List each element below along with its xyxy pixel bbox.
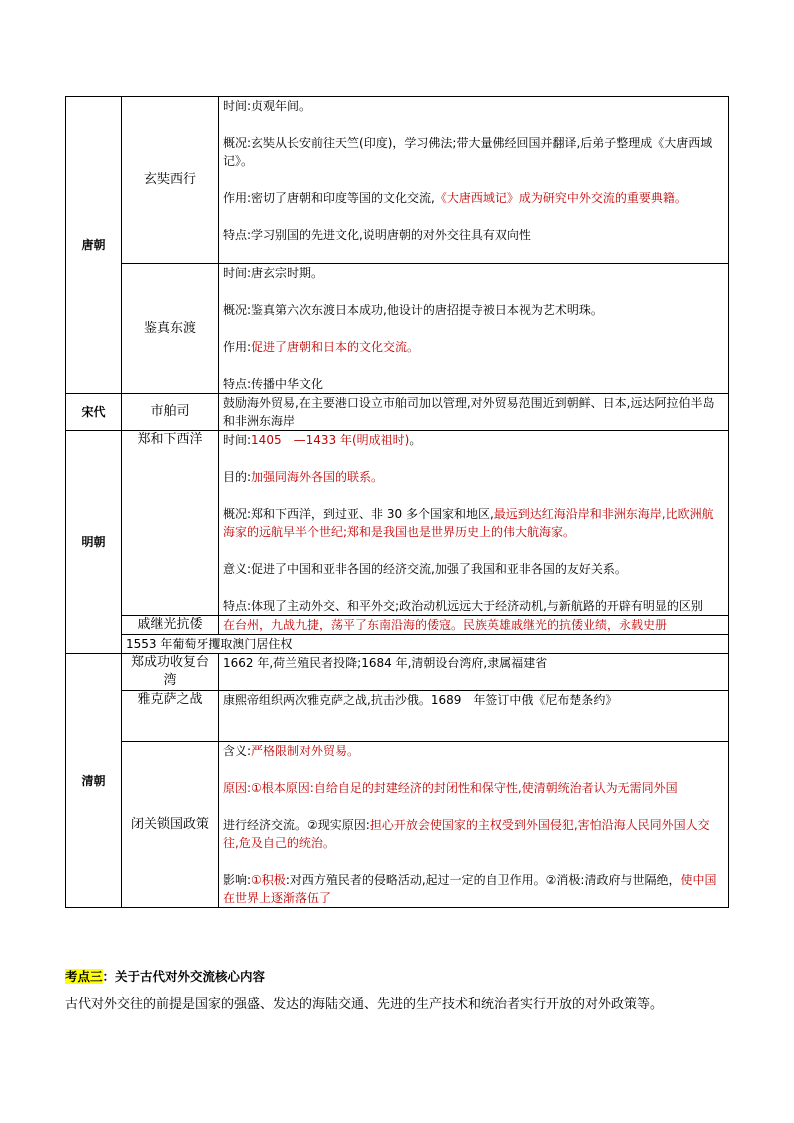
zhenghe-feature: 特点:体现了主动外交、和平外交;政治动机远远大于经济动机,与新航路的开辟有明显的区别: [223, 599, 703, 613]
content-yakesa: 康熙帝组织两次雅克萨之战,抗击沙俄。1689 年签订中俄《尼布楚条约》: [219, 691, 729, 742]
zhenghe-purpose: [223, 468, 724, 486]
biguan-impact: [223, 871, 724, 907]
biguan-reason2-prefix: 进行经济交流。②现实原因:: [223, 818, 370, 832]
zhenghe-time-suffix: 。: [409, 433, 422, 447]
zhenghe-overview-prefix: 概况:郑和下西洋，到过亚、非 30 多个国家和地区,: [223, 507, 494, 521]
jianzhen-feature: 特点:传播中华文化: [223, 377, 324, 391]
table-row: [66, 431, 729, 616]
content-xuanzang: [219, 97, 729, 264]
xuanzang-feature: 特点:学习别国的先进文化,说明唐朝的对外交往具有双向性: [223, 228, 531, 242]
section-highlight: 考点三: [65, 969, 103, 984]
zhenghe-purpose-highlight: 加强同海外各国的联系。: [251, 470, 384, 484]
zhenghe-time-prefix: 时间:: [223, 433, 252, 447]
era-cell-song: 宋代: [66, 394, 122, 431]
biguan-meaning: [223, 742, 724, 760]
xuanzang-effect-prefix: 作用:密切了唐朝和印度等国的文化交流,: [223, 191, 435, 205]
xuanzang-overview: 概况:玄奘从长安前往天竺(印度)，学习佛法;带大量佛经回国并翻译,后弟子整理成《大唐西域记》。: [223, 136, 713, 168]
zhenghe-time: [223, 431, 724, 449]
zhenghe-overview: [223, 505, 724, 541]
content-taiwan: 1662 年,荷兰殖民者投降;1684 年,清朝设台湾府,隶属福建省: [219, 654, 729, 691]
jianzhen-effect: [223, 338, 724, 356]
biguan-impact-positive: ①积极: [251, 873, 286, 887]
table-row: [66, 616, 729, 635]
topic-jianzhen: 鉴真东渡: [122, 264, 219, 394]
zhenghe-overview-highlight: 最远到达红海沿岸和非洲东海岸,比欧洲航海家的远航早半个世纪;郑和是我国也是世界历史上的伟大航海家。: [223, 507, 714, 539]
macau-cell: 1553 年葡萄牙攫取澳门居住权: [122, 635, 729, 654]
content-qijiguang: [219, 616, 729, 635]
section-paragraph: 古代对外交往的前提是国家的强盛、发达的海陆交通、先进的生产技术和统治者实行开放的对外政策等。: [65, 997, 664, 1012]
era-cell-ming: 明朝: [66, 431, 122, 654]
content-shibosi: 鼓励海外贸易,在主要港口设立市舶司加以管理,对外贸易范围近到朝鲜、日本,远达阿拉伯半岛和非洲东海岸: [219, 394, 729, 431]
era-cell-qing: 清朝: [66, 654, 122, 908]
topic-shibosi: 市舶司: [122, 394, 219, 431]
jianzhen-effect-prefix: 作用:: [223, 340, 252, 354]
table-row: [66, 635, 729, 654]
section-title: ：关于古代对外交流核心内容: [102, 969, 266, 984]
biguan-reason: 原因:①根本原因:自给自足的封建经济的封闭性和保守性,使清朝统治者认为无需同外国: [223, 781, 678, 795]
table-row: [66, 97, 729, 264]
era-cell-tang: 唐朝: [66, 97, 122, 394]
biguan-reason2-highlight: 担心开放会使国家的主权受到外国侵犯,害怕沿海人民同外国人交往,危及自己的统治。: [223, 818, 710, 850]
section-heading: [65, 967, 265, 985]
table-row: [66, 394, 729, 431]
biguan-meaning-prefix: 含义:: [223, 744, 252, 758]
xuanzang-time: 时间:贞观年间。: [223, 99, 312, 113]
content-zhenghe: [219, 431, 729, 616]
topic-qijiguang: 戚继光抗倭: [122, 616, 219, 635]
zhenghe-time-highlight: 1405 —1433 年(明成祖时): [251, 433, 410, 447]
zhenghe-purpose-prefix: 目的:: [223, 470, 252, 484]
biguan-impact-prefix: 影响:: [223, 873, 252, 887]
table-row: [66, 742, 729, 908]
jianzhen-effect-highlight: 促进了唐朝和日本的文化交流。: [251, 340, 420, 354]
topic-yakesa: 雅克萨之战: [122, 691, 219, 742]
qijiguang-text: 在台州，九战九捷，荡平了东南沿海的倭寇。民族英雄戚继光的抗倭业绩，永载史册: [223, 618, 668, 632]
content-jianzhen: [219, 264, 729, 394]
table-row: [66, 691, 729, 742]
topic-xuanzang: 玄奘西行: [122, 97, 219, 264]
biguan-impact-negative: 使中国在世界上逐渐落伍了: [223, 873, 717, 905]
history-table: [65, 96, 729, 908]
biguan-impact-mid: :对西方殖民者的侵略活动,起过一定的自卫作用。②消极:清政府与世隔绝，: [285, 873, 681, 887]
topic-taiwan: 郑成功收复台湾: [122, 654, 219, 691]
jianzhen-time: 时间:唐玄宗时期。: [223, 266, 324, 280]
biguan-reason2: [223, 816, 724, 852]
topic-biguan: 闭关锁国政策: [122, 742, 219, 908]
table-row: [66, 654, 729, 691]
zhenghe-meaning: 意义:促进了中国和亚非各国的经济交流,加强了我国和亚非各国的友好关系。: [223, 562, 627, 576]
xuanzang-effect-highlight: 《大唐西域记》成为研究中外交流的重要典籍。: [434, 191, 687, 205]
table-row: [66, 264, 729, 394]
jianzhen-overview: 概况:鉴真第六次东渡日本成功,他设计的唐招提寺被日本视为艺术明珠。: [223, 303, 603, 317]
content-biguan: [219, 742, 729, 908]
biguan-meaning-highlight: 严格限制对外贸易。: [251, 744, 360, 758]
topic-zhenghe: 郑和下西洋: [122, 431, 219, 616]
xuanzang-effect: [223, 189, 724, 207]
